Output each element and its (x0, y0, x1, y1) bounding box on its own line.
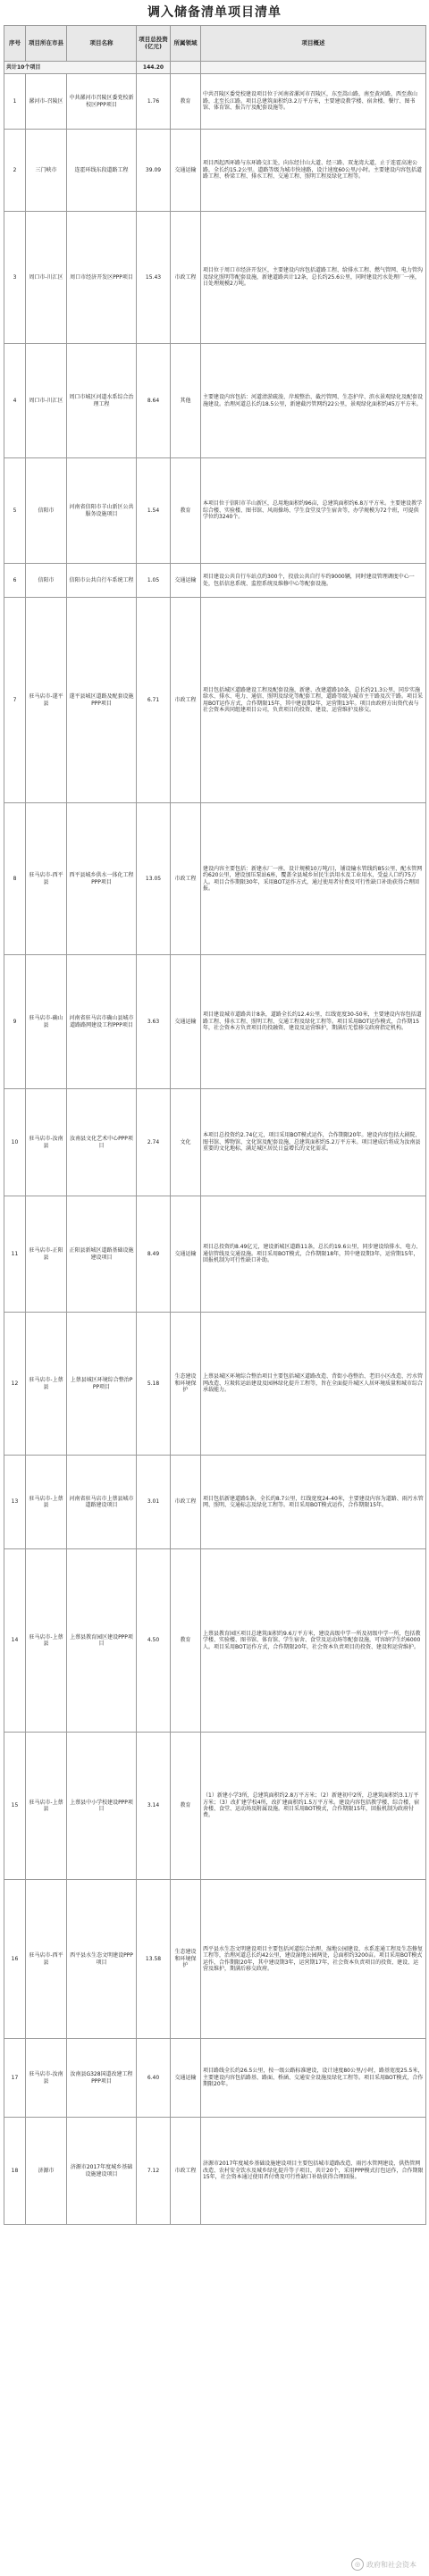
row-description: 上蔡县城区环境综合整治项目主要包括城区道路改造、背街小巷整治、老旧小区改造、污水管网改造、垃圾转运站建设及园林绿化提升工程等，旨在全面提升城区人居环境质量和城市综合承载能力。 (201, 1313, 426, 1456)
header-city: 项目所在市县 (26, 26, 67, 62)
row-description: 项目路线全长约26.5公里，按一级公路标准建设，设计速度80公里/小时，路基宽度25.5米，主要建设内容包括路基、路面、桥涵、交通安全设施及绿化工程等。项目采用BOT模式，合作期限20年。 (201, 2039, 426, 2118)
row-description: 上蔡县教育园区项目总建筑面积约9.6万平方米，建设高级中学一所及初级中学一所，包括教学楼、实验楼、图书馆、体育馆、学生宿舍、食堂及运动场等配套设施，可容纳学生约6000人。项目采用BOT运作方式，合作期限20年，社会资本负责项目的投资、建设和运营维护。 (201, 1549, 426, 1733)
row-investment: 13.05 (137, 803, 171, 955)
row-investment: 7.12 (137, 2118, 171, 2225)
row-description: 项目建设公共自行车站点约300个，投放公共自行车约9000辆，同时建设管理调度中心一处，包括信息系统、监控系统及维修中心等配套设施。 (201, 564, 426, 598)
row-project-name: 正阳县新城区道路基础设施建设项目 (67, 1196, 137, 1313)
row-field: 交通运输 (171, 2039, 201, 2118)
row-investment: 39.09 (137, 130, 171, 212)
table-row (4, 803, 426, 955)
row-number: 11 (4, 1196, 26, 1313)
table-row (4, 344, 426, 458)
table-row (4, 1880, 426, 2039)
row-number: 10 (4, 1089, 26, 1196)
row-investment: 4.50 (137, 1549, 171, 1733)
table-row (4, 2118, 426, 2225)
row-field: 交通运输 (171, 564, 201, 598)
row-number: 6 (4, 564, 26, 598)
row-city: 三门峡市 (26, 130, 67, 212)
watermark-text: 政府和社会资本 (366, 2560, 416, 2569)
row-city: 驻马店市-上蔡县 (26, 1313, 67, 1456)
row-city: 周口市-川汇区 (26, 212, 67, 344)
row-investment: 6.71 (137, 598, 171, 803)
row-investment: 3.14 (137, 1733, 171, 1880)
row-project-name: 上蔡县城区环境综合整治PPP项目 (67, 1313, 137, 1456)
table-row (4, 1196, 426, 1313)
wechat-icon: ◎ (351, 2558, 364, 2571)
row-number: 4 (4, 344, 26, 458)
row-field: 其他 (171, 344, 201, 458)
row-city: 驻马店市-上蔡县 (26, 1733, 67, 1880)
row-field: 交通运输 (171, 130, 201, 212)
table-row (4, 598, 426, 803)
row-field: 交通运输 (171, 955, 201, 1089)
table-row (4, 458, 426, 564)
row-city: 驻马店市-正阳县 (26, 1196, 67, 1313)
row-project-name: 上蔡县中小学校建设PPP项目 (67, 1733, 137, 1880)
row-description: 本项目位于信阳市羊山新区，总用地面积约96亩，总建筑面积约6.8万平方米。主要建设教学综合楼、实验楼、图书馆、风雨操场、学生食堂及学生宿舍等，办学规模为72个班，可提供学位约3240个。 (201, 458, 426, 564)
row-field: 交通运输 (171, 1196, 201, 1313)
row-project-name: 遂平县城区道路及配套设施PPP项目 (67, 598, 137, 803)
row-description: （1）新建小学3所，总建筑面积约2.8万平方米；（2）新建初中2所，总建筑面积约3.1万平方米；（3）改扩建学校4所，改扩建面积约1.5万平方米。建设内容包括教学楼、综合楼、宿舍楼、食堂、运动场及附属设施。项目采用BOT模式，合作期限15年，回报机制为政府付费。 (201, 1733, 426, 1880)
header-description: 项目概述 (201, 26, 426, 62)
row-project-name: 连霍环线东段道路工程 (67, 130, 137, 212)
row-number: 5 (4, 458, 26, 564)
row-number: 16 (4, 1880, 26, 2039)
watermark (351, 2558, 416, 2571)
row-number: 13 (4, 1456, 26, 1549)
row-description: 济源市2017年度城乡基础设施建设项目主要包括城市道路改造、雨污水管网建设、供热管网改造、农村安全饮水及城乡绿化提升等子项目，共计20个，采用PPP模式打包运作，合作期限15年，社会资本通过使用者付费及可行性缺口补助获得合理回报。 (201, 2118, 426, 2225)
row-investment: 13.58 (137, 1880, 171, 2039)
row-field: 市政工程 (171, 803, 201, 955)
row-city: 漯河市-召陵区 (26, 74, 67, 130)
header-field: 所属领域 (171, 26, 201, 62)
row-number: 3 (4, 212, 26, 344)
row-investment: 5.18 (137, 1313, 171, 1456)
row-investment: 3.63 (137, 955, 171, 1089)
table-header-row (4, 26, 426, 62)
row-description: 本项目总投资约2.74亿元，项目采用BOT模式运作，合作期限20年。建设内容包括大剧院、图书馆、博物馆、文化馆及配套设施，总建筑面积约5.2万平方米。项目建成后将成为汝南县重要的文化地标，满足城区居民日益增长的文化需求。 (201, 1089, 426, 1196)
table-row (4, 955, 426, 1089)
row-project-name: 中共漯河市召陵区委党校新校区PPP项目 (67, 74, 137, 130)
table-row (4, 212, 426, 344)
row-field: 文化 (171, 1089, 201, 1196)
row-investment: 1.54 (137, 458, 171, 564)
row-project-name: 上蔡县教育园区建设PPP项目 (67, 1549, 137, 1733)
row-project-name: 河南省驻马店市上蔡县城市道路建设项目 (67, 1456, 137, 1549)
row-number: 17 (4, 2039, 26, 2118)
row-field: 教育 (171, 1733, 201, 1880)
table-row (4, 74, 426, 130)
page-title: 调入储备清单项目清单 (147, 5, 282, 20)
table-row (4, 1456, 426, 1549)
row-field: 市政工程 (171, 1456, 201, 1549)
row-city: 驻马店市-汝南县 (26, 1089, 67, 1196)
row-field: 生态建设和环境保护 (171, 1880, 201, 2039)
row-field: 教育 (171, 458, 201, 564)
row-project-name: 济源市2017年度城乡基础设施建设项目 (67, 2118, 137, 2225)
row-field: 市政工程 (171, 2118, 201, 2225)
row-description: 项目包括新建道路5条，全长约8.7公里，红线宽度24-40米，主要建设内容为道路、雨污水管网、照明、交通标志及绿化工程等。项目采用BOT模式运作，合作期限15年。 (201, 1456, 426, 1549)
row-description: 项目总投资约8.49亿元，建设新城区道路11条，总长约19.6公里，同步建设给排水、电力、通信管线及交通设施。项目采用BOT模式，合作期限18年，其中建设期3年，运营期15年，回报机制为可行性缺口补助。 (201, 1196, 426, 1313)
row-project-name: 周口市城区河道水系综合治理工程 (67, 344, 137, 458)
row-field: 教育 (171, 1549, 201, 1733)
row-city: 驻马店市-遂平县 (26, 598, 67, 803)
row-investment: 1.76 (137, 74, 171, 130)
row-description: 主要建设内容包括：河道清淤疏浚、岸坡整治、截污管网、生态护岸、滨水景观绿化及配套设施建设。治理河道总长约18.5公里，新建截污管网约22公里，景观绿化面积约45万平方米。 (201, 344, 426, 458)
row-project-name: 西平县城乡供水一体化工程PPP项目 (67, 803, 137, 955)
table-row (4, 1733, 426, 1880)
project-table (4, 25, 426, 2225)
row-city: 驻马店市-汝南县 (26, 2039, 67, 2118)
table-row (4, 564, 426, 598)
row-description: 中共召陵区委党校建设项目位于河南省漯河市召陵区，东至嵩山路，南至黄河路，西至燕山路，北至长江路。项目总建筑面积约3.2万平方米，主要建设教学楼、宿舍楼、餐厅、图书馆、体育馆、报告厅及配套设施等。 (201, 74, 426, 130)
row-investment: 1.05 (137, 564, 171, 598)
row-city: 驻马店市-西平县 (26, 1880, 67, 2039)
row-project-name: 汝南县G328国道改建工程PPP项目 (67, 2039, 137, 2118)
row-city: 信阳市 (26, 458, 67, 564)
row-number: 2 (4, 130, 26, 212)
row-city: 驻马店市-上蔡县 (26, 1456, 67, 1549)
table-row (4, 1549, 426, 1733)
row-investment: 8.49 (137, 1196, 171, 1313)
table-row (4, 1089, 426, 1196)
row-city: 周口市-川汇区 (26, 344, 67, 458)
total-label: 共计10个项目 (4, 62, 137, 74)
row-project-name: 信阳市公共自行车系统工程 (67, 564, 137, 598)
row-city: 驻马店市-西平县 (26, 803, 67, 955)
row-field: 市政工程 (171, 212, 201, 344)
row-city: 驻马店市-确山县 (26, 955, 67, 1089)
row-description: 西平县水生态文明建设项目主要包括河道综合治理、湿地公园建设、水系连通工程及生态修复工程等，治理河道总长约42公里，建设湿地公园两处，总面积约3200亩。项目采用BOT模式运作，合作期限20年，其中建设期3年，运营期17年，社会资本负责项目的投资、建设、运营及维护，期满后移交政府。 (201, 1880, 426, 2039)
row-investment: 15.43 (137, 212, 171, 344)
row-city: 济源市 (26, 2118, 67, 2225)
row-field: 市政工程 (171, 598, 201, 803)
header-no: 序号 (4, 26, 26, 62)
row-field: 生态建设和环境保护 (171, 1313, 201, 1456)
row-project-name: 西平县水生态文明建设PPP项目 (67, 1880, 137, 2039)
row-number: 18 (4, 2118, 26, 2225)
total-value: 144.20 (137, 62, 171, 74)
row-investment: 3.01 (137, 1456, 171, 1549)
row-project-name: 周口市经济开发区PPP项目 (67, 212, 137, 344)
row-number: 15 (4, 1733, 26, 1880)
row-city: 驻马店市-上蔡县 (26, 1549, 67, 1733)
row-project-name: 河南省信阳市羊山新区公共服务设施项目 (67, 458, 137, 564)
row-city: 信阳市 (26, 564, 67, 598)
row-project-name: 汝南县文化艺术中心PPP项目 (67, 1089, 137, 1196)
total-row (4, 62, 426, 74)
table-row (4, 2039, 426, 2118)
row-investment: 8.64 (137, 344, 171, 458)
row-investment: 6.40 (137, 2039, 171, 2118)
row-number: 1 (4, 74, 26, 130)
row-number: 8 (4, 803, 26, 955)
header-name: 项目名称 (67, 26, 137, 62)
table-row (4, 1313, 426, 1456)
row-number: 14 (4, 1549, 26, 1733)
row-field: 教育 (171, 74, 201, 130)
row-number: 9 (4, 955, 26, 1089)
row-number: 12 (4, 1313, 26, 1456)
row-description: 项目建设城市道路共计8条，道路全长约12.4公里，红线宽度30-50米，主要建设内容包括道路工程、排水工程、照明工程、交通工程及绿化工程等。项目采用BOT运作模式，合作期15年，社会资本方负责项目的投融资、建设及运营维护，期满后无偿移交政府指定机构。 (201, 955, 426, 1089)
header-investment: 项目总投资(亿元) (137, 26, 171, 62)
table-row (4, 130, 426, 212)
row-project-name: 河南省驻马店市确山县城市道路路网建设工程PPP项目 (67, 955, 137, 1089)
row-investment: 2.74 (137, 1089, 171, 1196)
row-description: 项目西起西环路与东环路交汇处，向东经甘山大道、经三路、双龙湾大道，止于连霍高速公路，全长约15.2公里。道路等级为城市快速路，设计速度60公里/小时。主要建设内容包括道路工程、桥梁工程、排水工程、交通工程、照明工程及绿化工程等。 (201, 130, 426, 212)
row-number: 7 (4, 598, 26, 803)
row-description: 建设内容主要包括：新建水厂一座，设计规模10万吨/日，铺设输水管线约85公里，配水管网约620公里，建设加压泵站6座，覆盖全县城乡居民生活用水及工业用水，受益人口约75万人。项目合作期限30年，采用BOT运作方式，通过使用者付费及可行性缺口补助获得合理回报。 (201, 803, 426, 955)
row-description: 项目位于周口市经济开发区，主要建设内容包括道路工程、给排水工程、燃气管网、电力管沟及绿化照明等配套设施，新建道路共计12条，总长约25.6公里，同时建设污水处理厂一座，日处理规模2万吨。 (201, 212, 426, 344)
row-description: 项目包括城区道路建设工程及配套设施，新建、改建道路10条，总长约21.3公里，同步实施给水、排水、电力、通信、照明及绿化等配套工程，道路等级为城市主干路及次干路。项目采用BOT运作方式，合作期限15年，其中建设期2年，运营期13年。项目由政府方出资代表与社会资本共同组建项目公司，负责项目的投资、建设、运营维护及移交。 (201, 598, 426, 803)
